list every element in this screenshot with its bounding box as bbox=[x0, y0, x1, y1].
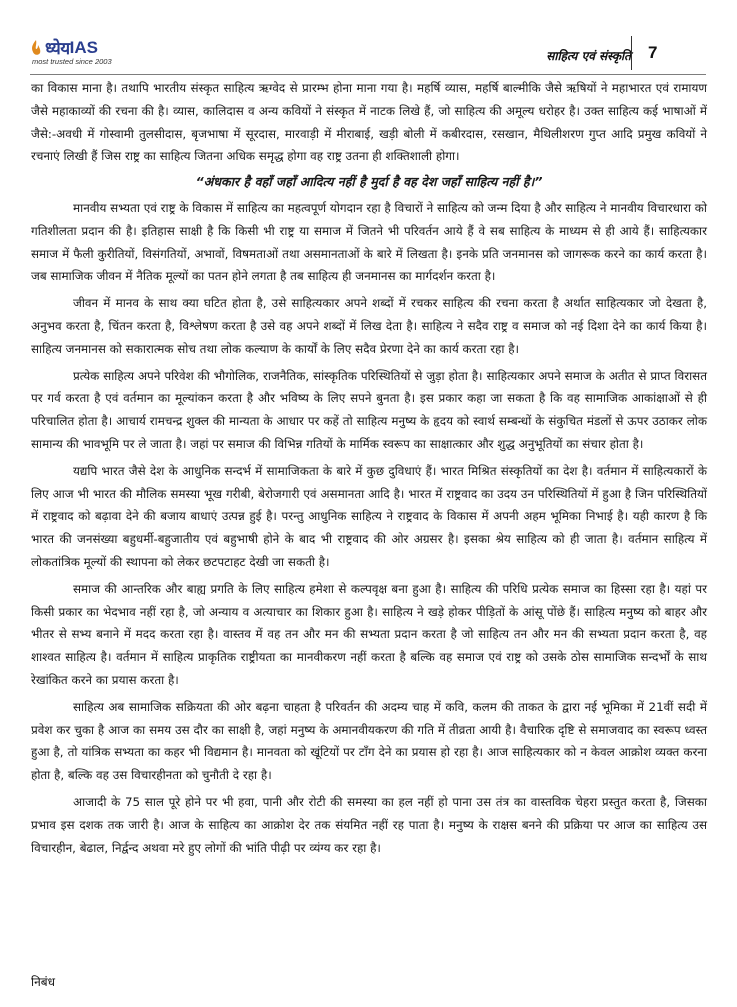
logo-tagline: most trusted since 2003 bbox=[32, 57, 112, 66]
body-paragraph: मानवीय सभ्यता एवं राष्ट्र के विकास में साहित्य का महत्वपूर्ण योगदान रहा है विचारों ने साहित्य को जन्म दिया है और साहित्य ने मानवीय विचारधारा को गतिशीलता प्रदान की है। इतिहास साक्षी है कि किसी भी राष्ट्र या समाज में जितने भी परिवर्तन आये हैं वे सब साहित्य के माध्यम से ही आये हैं। साहित्यकार समाज में फैली कुरीतियों, विसंगतियों, अभावों, विषमताओं तथा असमानताओं के बारे में लिखता है। इनके प्रति जनमानस को जागरूक करने का कार्य करता है। जब सामाजिक जीवन में नैतिक मूल्यों का पतन होने लगता है तब साहित्य ही जनमानस का मार्गदर्शन करता है। bbox=[31, 200, 707, 284]
body-paragraph: यद्यपि भारत जैसे देश के आधुनिक सन्दर्भ में सामाजिकता के बारे में कुछ दुविधाएं हैं। भारत मिश्रित संस्कृतियों का देश है। वर्तमान में साहित्यकारों के लिए आज भी भारत की मौलिक समस्या भूख गरीबी, बेरोजगारी एवं असमानता आदि है। भारत में राष्ट्रवाद का उदय उन परिस्थितियों में हुआ है जिन परिस्थितियों में राष्ट्रवाद को बढ़ावा देने की बजाय बाधाएं उत्पन्न हुई है। परन्तु आधुनिक साहित्य ने राष्ट्रवाद के विकास में अपनी अहम भूमिका निभाई है। यही कारण है कि भारत की जनसंख्या बहुधर्मी-बहुजातीय एवं बहुभाषी होने के बाद भी राष्ट्रवाद की ओर अग्रसर है। इसका श्रेय साहित्य को ही जाता है। वर्तमान साहित्य में लोकतांत्रिक मूल्यों की स्थापना को लेकर छटपटाहट देखी जा सकती है। bbox=[31, 463, 707, 569]
logo-english-text: IAS bbox=[69, 37, 98, 57]
body-paragraph: प्रत्येक साहित्य अपने परिवेश की भौगोलिक, राजनैतिक, सांस्कृतिक परिस्थितियों से जुड़ा होता है। साहित्यकार अपने समाज के अतीत से प्राप्त विरासत पर गर्व करता है एवं वर्तमान का मूल्यांकन करता है और भविष्य के लिए सपने बुनता है। इस प्रकार कहा जा सकता है कि वह सामाजिक आकांक्षाओं से ही परिचालित होता है। आचार्य रामचन्द्र शुक्ल की मान्यता के आधार पर कहें तो साहित्य मनुष्य के हृदय को स्वार्थ सम्बन्धों के संकुचित मंडलों से ऊपर उठाकर लोक सामान्य की भावभूमि पर ले जाता है। जहां पर समाज की विभिन्न गतियों के मार्मिक स्वरूप का साक्षात्कार और शुद्ध अनुभूतियों का संचार होता है। bbox=[31, 368, 707, 451]
page-number: 7 bbox=[648, 43, 658, 62]
body-paragraph: आजादी के 75 साल पूरे होने पर भी हवा, पानी और रोटी की समस्या का हल नहीं हो पाना उस तंत्र का वास्तविक चेहरा प्रस्तुत करता है, जिसका प्रभाव इस दशक तक जारी है। आज के साहित्य का आक्रोश देर तक संयमित नहीं रह पाता है। मनुष्य के राक्षस बनने की प्रक्रिया पर आज का साहित्य उस विचारहीन, बेढाल, निर्द्वन्द अथवा मरे हुए लोगों की भांति पीढ़ी पर व्यंग्य कर रहा है। bbox=[31, 794, 707, 855]
pull-quote: “अंधकार है वहाँ जहाँ आदित्य नहीं है मुर्दा है वह देश जहाँ साहित्य नहीं है।” bbox=[195, 174, 543, 190]
essay-body bbox=[31, 77, 707, 863]
intro-paragraph: का विकास माना है। तथापि भारतीय संस्कृत साहित्य ऋग्वेद से प्रारम्भ होना माना गया है। महर्षि व्यास, महर्षि बाल्मीकि जैसे ऋषियों ने महाभारत एवं रामायण जैसे महाकाव्यों की रचना की है। व्यास, कालिदास व अन्य कवियों ने संस्कृत में नाटक लिखे हैं, जो साहित्य की अमूल्य धरोहर है। उक्त साहित्य कई भाषाओं में जैसे:-अवधी में गोस्वामी तुलसीदास, बृजभाषा में सूरदास, मारवाड़ी में मीराबाई, खड़ी बोली में कबीरदास, रसखान, मैथिलीशरण गुप्त आदि प्रमुख कवियों ने रचनाएं लिखी हैं जिस राष्ट्र का साहित्य जितना अधिक समृद्ध होगा वह राष्ट्र उतना ही शक्तिशाली होगा। bbox=[31, 81, 707, 164]
header-divider bbox=[631, 36, 632, 70]
logo-hindi-text: ध्येय bbox=[45, 39, 70, 59]
section-title: साहित्य एवं संस्कृति bbox=[546, 49, 631, 63]
body-paragraph: जीवन में मानव के साथ क्या घटित होता है, उसे साहित्यकार अपने शब्दों में रचकर साहित्य की रचना करता है अर्थात साहित्यकार जो देखता है, अनुभव करता है, चिंतन करता है, विश्लेषण करता है उसे वह अपने शब्दों में लिख देता है। साहित्य ने सदैव राष्ट्र व समाज को नई दिशा देने का कार्य किया है। साहित्य जनमानस को सकारात्मक सोच तथा लोक कल्याण के कार्यों के लिए सदैव प्रेरणा देने का कार्य करता रहा है। bbox=[31, 296, 707, 356]
footer-label: निबंध bbox=[31, 975, 56, 989]
body-paragraph: साहित्य अब सामाजिक सक्रियता की ओर बढ़ना चाहता है परिवर्तन की अदम्य चाह में कवि, कलम की ताकत के द्वारा नई भूमिका में 21वीं सदी में प्रवेश कर चुका है आज का समय उस दौर का साक्षी है, जहां मनुष्य के अमानवीयकरण की गति में तीव्रता आयी है। वैचारिक दृष्टि से समाजवाद का स्वरूप ध्वस्त हुआ है, तो यांत्रिक सभ्यता का कहर भी विद्यमान है। मानवता को खूंटियों पर टाँग देने का प्रयास हो रहा है। आज साहित्यकार को न केवल आक्रोश व्यक्त करना होता है, बल्कि वह उस विचारहीनता को चुनौती दे रहा है। bbox=[31, 699, 707, 783]
body-paragraph: समाज की आन्तरिक और बाह्य प्रगति के लिए साहित्य हमेशा से कल्पवृक्ष बना हुआ है। साहित्य की परिधि प्रत्येक समाज का हिस्सा रहा है। यहां पर किसी प्रकार का भेदभाव नहीं रहा है, जो अन्याय व अत्याचार का शिकार हुआ है। साहित्य ने खड़े होकर पीड़ितों के आंसू पोंछे हैं। साहित्य मनुष्य को बाहर और भीतर से सभ्य बनाने में मदद करता रहा है। वास्तव में वह तन और मन की सभ्यता प्रदान करता है जो साहित्य तन और मन की सभ्यता प्रदान करता है, वह शाश्वत साहित्य है। वर्तमान में साहित्य प्राकृतिक राष्ट्रीयता का मानवीकरण नहीं करता है बल्कि वह समाज एवं राष्ट्र को उसके ठोस सामाजिक सन्दर्भों के साथ रेखांकित करने का प्रयास करता है। bbox=[31, 581, 707, 687]
flame-icon bbox=[30, 39, 42, 57]
header-rule bbox=[30, 74, 706, 75]
page-header bbox=[0, 0, 737, 70]
dhyeya-ias-logo bbox=[30, 36, 112, 70]
